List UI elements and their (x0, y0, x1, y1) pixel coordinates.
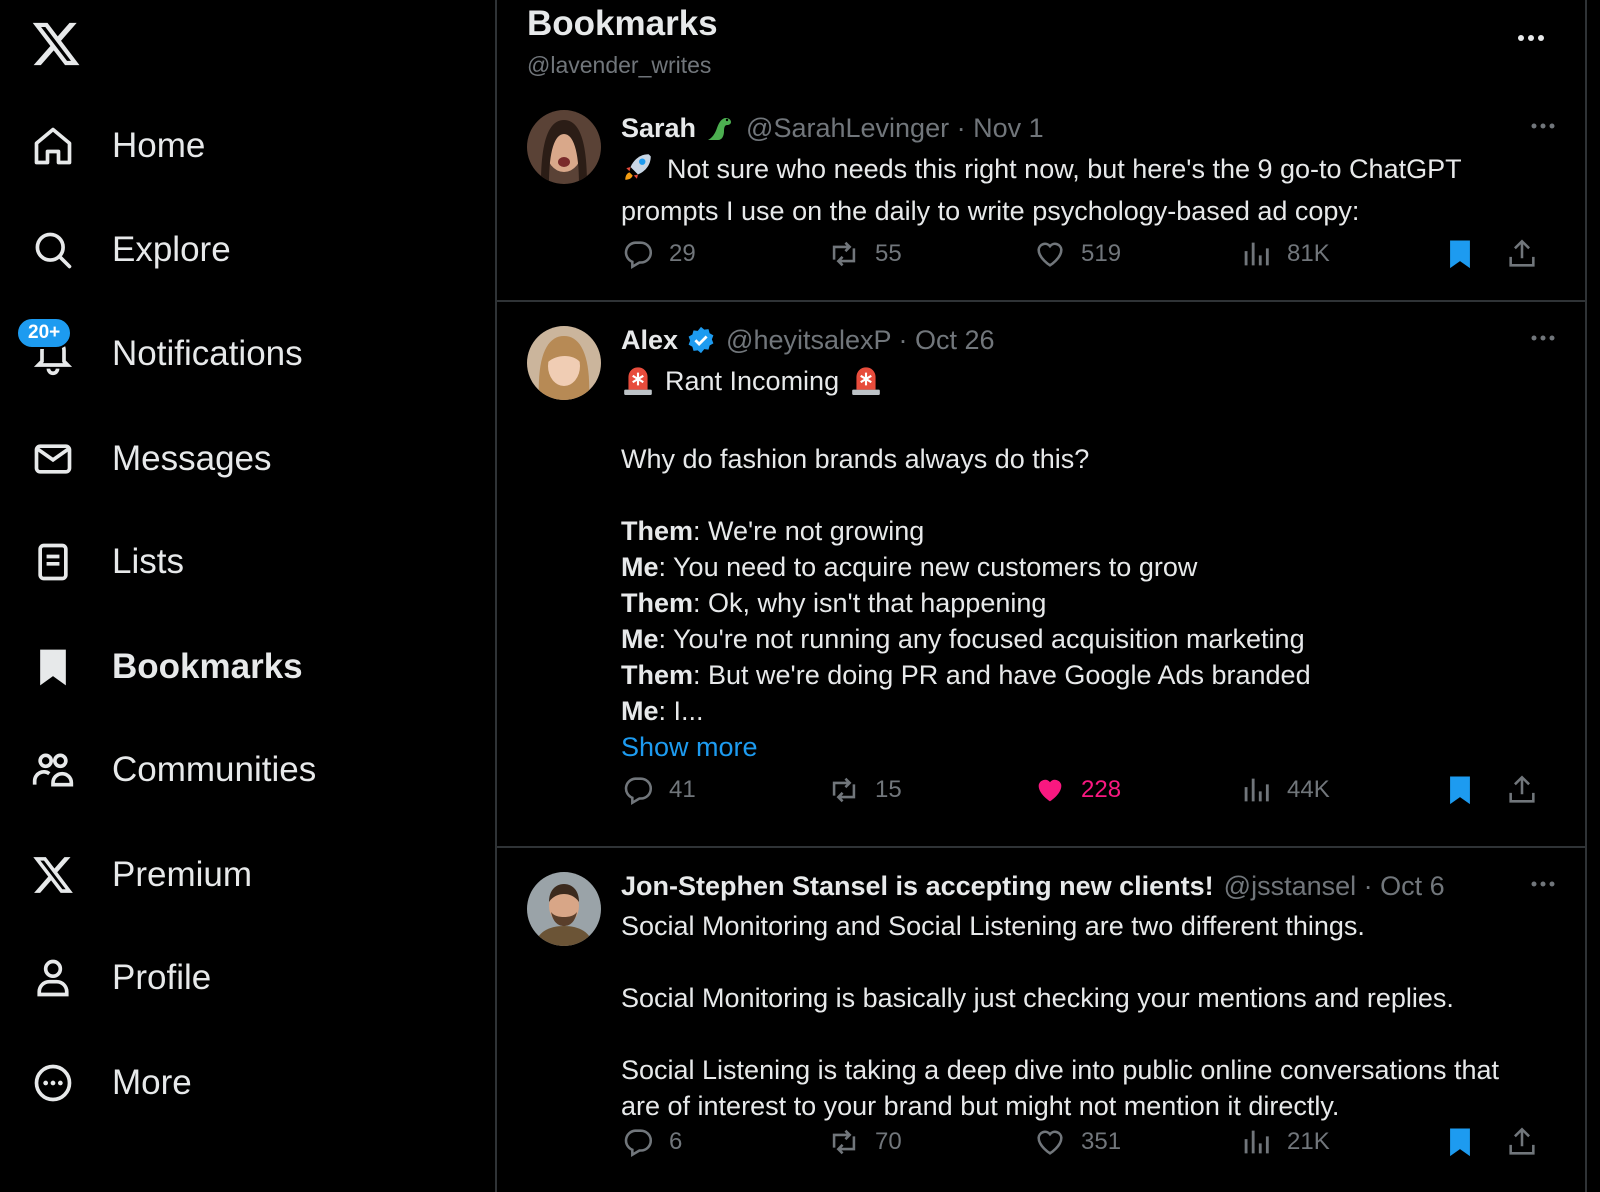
list-icon (30, 539, 76, 585)
tweet-text (621, 362, 1559, 765)
reply-icon (621, 1125, 655, 1159)
views-count: 21K (1287, 1128, 1330, 1155)
tweet-line: Not sure who needs this right now, but here's the 9 go-to ChatGPT (667, 154, 1462, 184)
tweet-line: prompts I use on the daily to write psychology-based ad copy: (621, 196, 1360, 226)
like-count: 351 (1081, 1128, 1122, 1155)
dialogue-line: Them: We're not growing (621, 516, 925, 546)
nav-lists[interactable] (30, 532, 450, 592)
heart-icon (1033, 237, 1067, 271)
like-count: 519 (1081, 240, 1122, 267)
tweet-actions (621, 773, 1565, 813)
nav-bookmarks[interactable] (30, 637, 450, 697)
siren-emoji-icon (849, 362, 883, 405)
repost-button[interactable] (827, 237, 902, 271)
siren-emoji-icon (621, 362, 655, 405)
tweet-line: are of interest to your brand but might not mention it directly. (621, 1091, 1340, 1121)
tweet-more-icon[interactable] (1527, 868, 1559, 900)
dialogue-line: Me: You're not running any focused acquisition marketing (621, 624, 1305, 654)
search-icon (30, 227, 76, 273)
nav-notifications[interactable] (30, 324, 450, 384)
bookmark-filled-icon (1443, 1125, 1477, 1159)
tweet-line (621, 944, 1559, 980)
tweet[interactable] (497, 302, 1587, 848)
repost-count: 15 (875, 776, 902, 803)
more-options-icon[interactable] (1511, 20, 1551, 56)
author-name[interactable]: Alex (621, 324, 679, 355)
reply-count: 6 (669, 1128, 683, 1155)
bookmark-button[interactable] (1443, 237, 1477, 271)
dialogue-line: Me: You need to acquire new customers to grow (621, 552, 1198, 582)
nav-label: Explore (112, 230, 231, 269)
share-button[interactable] (1505, 1125, 1539, 1159)
home-icon (30, 123, 76, 169)
nav-premium[interactable] (30, 845, 450, 905)
tweet-line: Social Monitoring and Social Listening are two different things. (621, 911, 1365, 941)
like-count: 228 (1081, 776, 1122, 803)
x-logo-icon[interactable] (30, 18, 82, 70)
bookmark-icon (30, 644, 76, 690)
share-icon (1505, 237, 1539, 271)
tweet-line (621, 1016, 1559, 1052)
tweet-actions (621, 1125, 1565, 1165)
tweet-header (621, 322, 1559, 358)
tweet-line: Social Listening is taking a deep dive into public online conversations that (621, 1055, 1500, 1085)
more-circle-icon (30, 1060, 76, 1106)
rocket-emoji-icon (621, 150, 655, 193)
repost-button[interactable] (827, 1125, 902, 1159)
like-button[interactable] (1033, 237, 1121, 271)
share-button[interactable] (1505, 773, 1539, 807)
share-icon (1505, 1125, 1539, 1159)
dialogue-line: Me: I... (621, 696, 704, 726)
share-icon (1505, 773, 1539, 807)
bookmark-filled-icon (1443, 773, 1477, 807)
author-name[interactable]: Sarah (621, 112, 697, 143)
sidebar (0, 0, 495, 1192)
dialogue-line: Them: But we're doing PR and have Google Ads branded (621, 660, 1311, 690)
nav-label: Communities (112, 750, 317, 789)
dinosaur-emoji-icon (704, 112, 736, 144)
tweet-line: Why do fashion brands always do this? (621, 444, 1090, 474)
nav-profile[interactable] (30, 948, 450, 1008)
x-premium-icon (30, 852, 76, 898)
repost-icon (827, 773, 861, 807)
reply-count: 41 (669, 776, 696, 803)
views-button[interactable] (1239, 237, 1330, 271)
tweet-more-icon[interactable] (1527, 110, 1559, 142)
handle-date[interactable]: @SarahLevinger · Nov 1 (746, 112, 1044, 143)
heart-icon (1033, 1125, 1067, 1159)
views-button[interactable] (1239, 1125, 1330, 1159)
tweet-line: Social Monitoring is basically just checking your mentions and replies. (621, 983, 1454, 1013)
reply-button[interactable] (621, 237, 696, 271)
views-button[interactable] (1239, 773, 1330, 807)
notification-badge: 20+ (16, 317, 72, 349)
repost-count: 55 (875, 240, 902, 267)
tweet[interactable] (497, 96, 1587, 302)
bookmark-button[interactable] (1443, 1125, 1477, 1159)
nav-label: Bookmarks (112, 647, 303, 686)
person-icon (30, 955, 76, 1001)
nav-label: Home (112, 126, 206, 165)
views-icon (1239, 237, 1273, 271)
page-title: Bookmarks (527, 4, 718, 43)
avatar[interactable] (527, 872, 601, 946)
nav-label: Notifications (112, 334, 303, 373)
handle-date[interactable]: @jsstansel · Oct 6 (1223, 870, 1445, 901)
heart-filled-icon (1033, 773, 1067, 807)
page-header (527, 4, 718, 79)
avatar[interactable] (527, 326, 601, 400)
tweet-actions (621, 237, 1565, 277)
views-icon (1239, 1125, 1273, 1159)
author-name[interactable]: Jon-Stephen Stansel is accepting new clients! (621, 870, 1214, 901)
tweet-header (621, 868, 1559, 904)
like-button[interactable] (1033, 773, 1121, 807)
envelope-icon (30, 436, 76, 482)
nav-label: More (112, 1063, 192, 1102)
dialogue-line: Them: Ok, why isn't that happening (621, 588, 1047, 618)
show-more-link[interactable]: Show more (621, 732, 758, 762)
tweet-text (621, 150, 1559, 229)
tweet-title: Rant Incoming (665, 366, 840, 396)
nav-label: Messages (112, 439, 272, 478)
handle-date[interactable]: @heyitsalexP · Oct 26 (726, 324, 995, 355)
bell-icon (28, 322, 76, 377)
nav-explore[interactable] (30, 220, 450, 280)
reply-count: 29 (669, 240, 696, 267)
nav-messages[interactable] (30, 429, 450, 489)
page-handle: @lavender_writes (527, 52, 712, 78)
repost-count: 70 (875, 1128, 902, 1155)
nav-more[interactable] (30, 1053, 450, 1113)
bookmark-filled-icon (1443, 237, 1477, 271)
avatar[interactable] (527, 110, 601, 184)
reply-button[interactable] (621, 1125, 682, 1159)
reply-icon (621, 773, 655, 807)
nav-home[interactable] (30, 116, 450, 176)
views-count: 81K (1287, 240, 1330, 267)
bookmarks-timeline (495, 0, 1587, 1192)
views-icon (1239, 773, 1273, 807)
tweet-text (621, 908, 1559, 1124)
like-button[interactable] (1033, 1125, 1121, 1159)
repost-button[interactable] (827, 773, 902, 807)
verified-badge-icon (686, 325, 716, 355)
nav-label: Premium (112, 855, 253, 894)
views-count: 44K (1287, 776, 1330, 803)
share-button[interactable] (1505, 237, 1539, 271)
nav-label: Profile (112, 958, 212, 997)
tweet[interactable] (497, 848, 1587, 1192)
tweet-more-icon[interactable] (1527, 322, 1559, 354)
tweet-header (621, 110, 1559, 146)
reply-button[interactable] (621, 773, 696, 807)
repost-icon (827, 1125, 861, 1159)
nav-label: Lists (112, 542, 184, 581)
nav-communities[interactable] (30, 740, 450, 800)
bookmark-button[interactable] (1443, 773, 1477, 807)
communities-icon (30, 747, 76, 793)
reply-icon (621, 237, 655, 271)
repost-icon (827, 237, 861, 271)
